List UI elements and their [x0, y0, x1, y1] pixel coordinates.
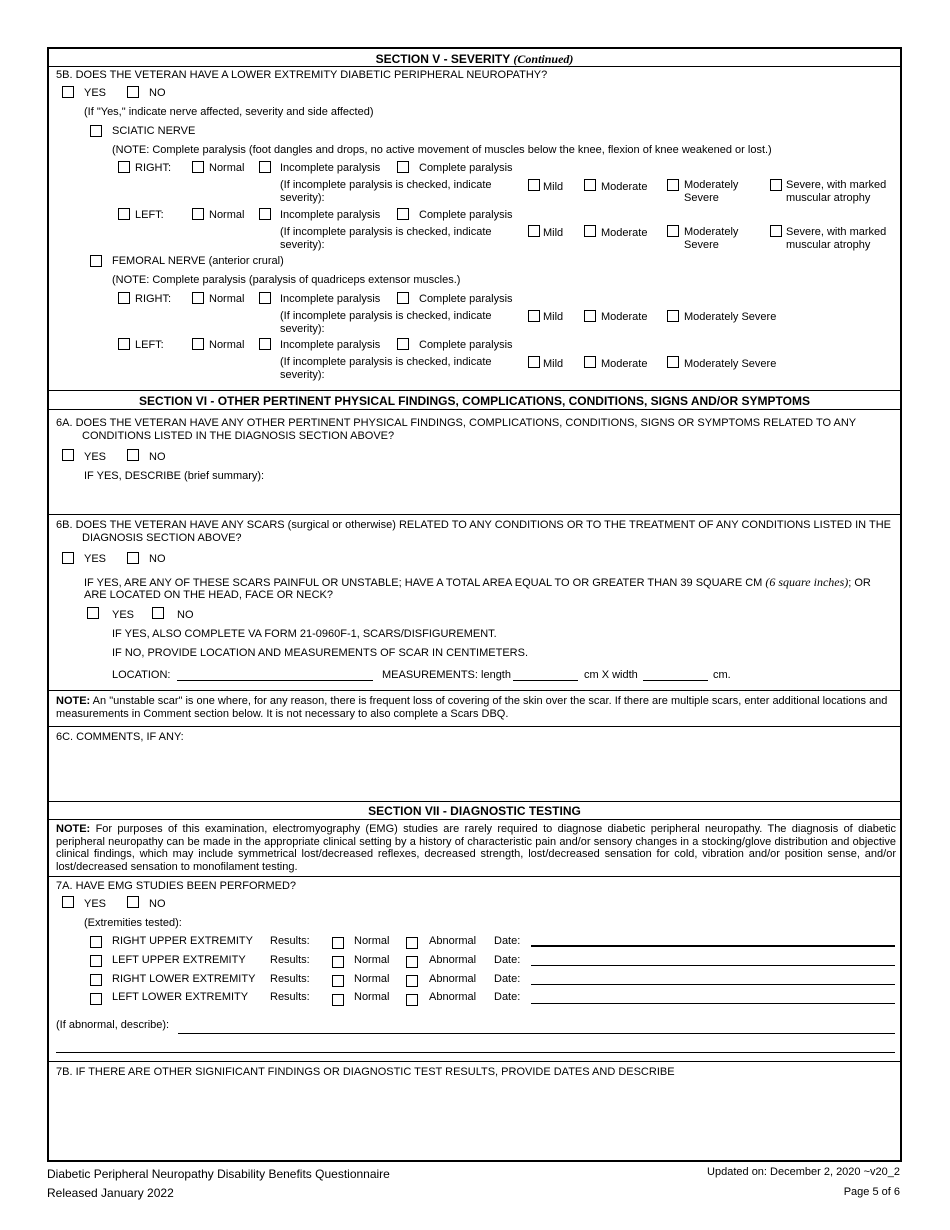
- femoral-right-mild-checkbox[interactable]: [528, 310, 540, 322]
- abnormal-label: Abnormal: [429, 954, 477, 966]
- form-frame: [47, 47, 902, 1162]
- if-yes-instruction: (If "Yes," indicate nerve affected, severity and side affected): [84, 106, 374, 118]
- 5b-yes-checkbox[interactable]: [62, 86, 74, 98]
- femoral-left-incomplete-checkbox[interactable]: [259, 338, 271, 350]
- sciatic-left-complete-checkbox[interactable]: [397, 208, 409, 220]
- lue-normal-checkbox[interactable]: [332, 956, 344, 968]
- severe-label: Severe, with marked muscular atrophy: [786, 179, 887, 204]
- if-abnormal-label: (If abnormal, describe):: [56, 1019, 170, 1031]
- abnormal-label: Abnormal: [429, 935, 477, 947]
- 6a-describe-label: IF YES, DESCRIBE (brief summary):: [84, 470, 265, 482]
- question-6a-cont: CONDITIONS LISTED IN THE DIAGNOSIS SECTION ABOVE?: [82, 430, 395, 442]
- sciatic-nerve-label: SCIATIC NERVE: [112, 125, 196, 137]
- extremity-label: RIGHT LOWER EXTREMITY: [112, 973, 256, 985]
- normal-label: Normal: [354, 935, 390, 947]
- rue-abnormal-checkbox[interactable]: [406, 937, 418, 949]
- width-field[interactable]: [643, 680, 708, 681]
- section-v-header: SECTION V - SEVERITY (Continued): [375, 52, 574, 66]
- no-label: NO: [177, 609, 194, 621]
- divider: [49, 1061, 900, 1062]
- scars-no-checkbox[interactable]: [152, 607, 164, 619]
- left-label: LEFT:: [135, 339, 164, 351]
- location-field[interactable]: [177, 680, 373, 681]
- lue-checkbox[interactable]: [90, 955, 102, 967]
- indicate-severity-note: (If incomplete paralysis is checked, indicate severity):: [280, 356, 492, 381]
- sciatic-right-mild-checkbox[interactable]: [528, 179, 540, 191]
- sciatic-left-checkbox[interactable]: [118, 208, 130, 220]
- no-label: NO: [149, 87, 166, 99]
- extremities-tested-label: (Extremities tested):: [84, 917, 182, 929]
- normal-label: Normal: [354, 973, 390, 985]
- yes-label: YES: [84, 553, 107, 565]
- extremity-label: LEFT UPPER EXTREMITY: [112, 954, 246, 966]
- question-6c: 6C. COMMENTS, IF ANY:: [56, 731, 184, 743]
- divider: [49, 819, 900, 820]
- date-label: Date:: [494, 935, 521, 947]
- abnormal-describe-field-2[interactable]: [56, 1052, 895, 1053]
- yes-label: YES: [112, 609, 135, 621]
- location-label: LOCATION:: [112, 669, 171, 681]
- moderate-label: Moderate: [601, 181, 648, 193]
- moderate-label: Moderate: [601, 311, 648, 323]
- moderately-severe-label: Moderately Severe: [684, 226, 739, 251]
- divider: [49, 690, 900, 691]
- question-7b: 7B. IF THERE ARE OTHER SIGNIFICANT FINDINGS OR DIAGNOSTIC TEST RESULTS, PROVIDE DATES AND DESCRIBE: [56, 1066, 675, 1078]
- moderately-severe-label: Moderately Severe: [684, 311, 777, 323]
- question-5b: 5B. DOES THE VETERAN HAVE A LOWER EXTREMITY DIABETIC PERIPHERAL NEUROPATHY?: [56, 69, 548, 81]
- section-vi-header: SECTION VI - OTHER PERTINENT PHYSICAL FINDINGS, COMPLICATIONS, CONDITIONS, SIGNS AND/OR SYMPTOMS: [139, 394, 810, 408]
- question-6b-cont: DIAGNOSIS SECTION ABOVE?: [82, 532, 242, 544]
- moderately-severe-label: Moderately Severe: [684, 179, 739, 204]
- femoral-left-moderate-checkbox[interactable]: [584, 356, 596, 368]
- femoral-right-moderate-checkbox[interactable]: [584, 310, 596, 322]
- normal-label: Normal: [209, 209, 245, 221]
- sciatic-right-normal-checkbox[interactable]: [192, 161, 204, 173]
- normal-label: Normal: [354, 991, 390, 1003]
- divider: [49, 66, 900, 67]
- sciatic-right-severe-checkbox[interactable]: [770, 179, 782, 191]
- scars-yes-checkbox[interactable]: [87, 607, 99, 619]
- measurements-label: MEASUREMENTS: length: [382, 669, 511, 681]
- sciatic-left-modsevere-checkbox[interactable]: [667, 225, 679, 237]
- femoral-nerve-label: FEMORAL NERVE (anterior crural): [112, 255, 284, 267]
- yes-label: YES: [84, 898, 107, 910]
- femoral-nerve-checkbox[interactable]: [90, 255, 102, 267]
- date-label: Date:: [494, 954, 521, 966]
- released-date: Released January 2022: [47, 1186, 174, 1200]
- 6b-no-checkbox[interactable]: [127, 552, 139, 564]
- femoral-left-mild-checkbox[interactable]: [528, 356, 540, 368]
- moderate-label: Moderate: [601, 227, 648, 239]
- form-title: Diabetic Peripheral Neuropathy Disability Benefits Questionnaire: [47, 1167, 390, 1181]
- extremity-label: RIGHT UPPER EXTREMITY: [112, 935, 253, 947]
- sciatic-right-modsevere-checkbox[interactable]: [667, 179, 679, 191]
- scars-question-cont: ARE LOCATED ON THE HEAD, FACE OR NECK?: [84, 589, 333, 601]
- femoral-right-checkbox[interactable]: [118, 292, 130, 304]
- moderate-label: Moderate: [601, 358, 648, 370]
- rle-abnormal-checkbox[interactable]: [406, 975, 418, 987]
- divider: [49, 514, 900, 515]
- rue-date-field[interactable]: [531, 945, 895, 947]
- sciatic-left-severe-checkbox[interactable]: [770, 225, 782, 237]
- femoral-right-normal-checkbox[interactable]: [192, 292, 204, 304]
- no-label: NO: [149, 898, 166, 910]
- yes-label: YES: [84, 87, 107, 99]
- femoral-left-modsevere-checkbox[interactable]: [667, 356, 679, 368]
- normal-label: Normal: [209, 339, 245, 351]
- divider: [49, 876, 900, 877]
- sciatic-note: (NOTE: Complete paralysis (foot dangles and drops, no active movement of muscles below the knee, flexion of knee weakened or lost.): [112, 144, 772, 156]
- sciatic-right-incomplete-checkbox[interactable]: [259, 161, 271, 173]
- date-label: Date:: [494, 973, 521, 985]
- normal-label: Normal: [354, 954, 390, 966]
- normal-label: Normal: [209, 162, 245, 174]
- sciatic-right-complete-checkbox[interactable]: [397, 161, 409, 173]
- femoral-right-modsevere-checkbox[interactable]: [667, 310, 679, 322]
- scars-question: IF YES, ARE ANY OF THESE SCARS PAINFUL OR UNSTABLE; HAVE A TOTAL AREA EQUAL TO OR GREATER THAN 39 SQUARE CM (6 square inches); OR: [84, 575, 871, 589]
- left-label: LEFT:: [135, 209, 164, 221]
- extremity-label: LEFT LOWER EXTREMITY: [112, 991, 249, 1003]
- lle-abnormal-checkbox[interactable]: [406, 994, 418, 1006]
- cm-width-label: cm X width: [584, 669, 638, 681]
- femoral-left-normal-checkbox[interactable]: [192, 338, 204, 350]
- question-7a: 7A. HAVE EMG STUDIES BEEN PERFORMED?: [56, 880, 297, 892]
- yes-label: YES: [84, 451, 107, 463]
- results-label: Results:: [270, 954, 310, 966]
- indicate-severity-note: (If incomplete paralysis is checked, indicate severity):: [280, 226, 492, 251]
- right-label: RIGHT:: [135, 162, 172, 174]
- femoral-note: (NOTE: Complete paralysis (paralysis of quadriceps extensor muscles.): [112, 274, 461, 286]
- abnormal-label: Abnormal: [429, 991, 477, 1003]
- divider: [49, 801, 900, 802]
- complete-label: Complete paralysis: [419, 339, 513, 351]
- sciatic-left-normal-checkbox[interactable]: [192, 208, 204, 220]
- 6b-yes-checkbox[interactable]: [62, 552, 74, 564]
- sciatic-left-moderate-checkbox[interactable]: [584, 225, 596, 237]
- mild-label: Mild: [543, 358, 564, 370]
- mild-label: Mild: [543, 311, 564, 323]
- femoral-right-incomplete-checkbox[interactable]: [259, 292, 271, 304]
- date-label: Date:: [494, 991, 521, 1003]
- also-complete-note: IF YES, ALSO COMPLETE VA FORM 21-0960F-1, SCARS/DISFIGUREMENT.: [112, 628, 497, 640]
- complete-label: Complete paralysis: [419, 293, 513, 305]
- page-number: Page 5 of 6: [843, 1186, 900, 1198]
- lue-date-field[interactable]: [531, 965, 895, 966]
- indicate-severity-note: (If incomplete paralysis is checked, indicate severity):: [280, 179, 492, 204]
- emg-note: NOTE: For purposes of this examination, electromyography (EMG) studies are rarely required to diagnose diabetic peripheral neuropathy. The diagnosis of diabetic peripheral neuropathy can be made in the appropriate clinical setting by a history of characteristic pain and/or sensory changes in a stocking/glove distribution and objective clinical findings, which may include symmetrical lost/decreased reflexes, decreased strength, lost/decreased sensation for cold, vibration and/or position sense, and/or lost/decreased sensation to monofilament testing.: [56, 823, 896, 873]
- rle-checkbox[interactable]: [90, 974, 102, 986]
- incomplete-label: Incomplete paralysis: [280, 162, 381, 174]
- 7a-no-checkbox[interactable]: [127, 896, 139, 908]
- divider: [49, 726, 900, 727]
- incomplete-label: Incomplete paralysis: [280, 339, 381, 351]
- severe-label: Severe, with marked muscular atrophy: [786, 226, 887, 251]
- sciatic-right-checkbox[interactable]: [118, 161, 130, 173]
- rle-date-field[interactable]: [531, 984, 895, 985]
- section-vii-header: SECTION VII - DIAGNOSTIC TESTING: [368, 804, 581, 818]
- scar-note: NOTE: An "unstable scar" is one where, for any reason, there is frequent loss of covering of the skin over the scar. If there are multiple scars, enter additional locations and measurements in Comment section below. It is not necessary to also complete a Scars DBQ.: [56, 695, 888, 720]
- divider: [49, 390, 900, 391]
- results-label: Results:: [270, 973, 310, 985]
- if-no-note: IF NO, PROVIDE LOCATION AND MEASUREMENTS OF SCAR IN CENTIMETERS.: [112, 647, 529, 659]
- question-6a: 6A. DOES THE VETERAN HAVE ANY OTHER PERTINENT PHYSICAL FINDINGS, COMPLICATIONS, CONDITIONS, SIGNS OR SYMPTOMS RELATED TO ANY: [56, 417, 857, 429]
- updated-date: Updated on: December 2, 2020 ~v20_2: [707, 1166, 900, 1178]
- right-label: RIGHT:: [135, 293, 172, 305]
- 6a-no-checkbox[interactable]: [127, 449, 139, 461]
- lle-normal-checkbox[interactable]: [332, 994, 344, 1006]
- mild-label: Mild: [543, 181, 564, 193]
- cm-label: cm.: [713, 669, 731, 681]
- divider: [49, 409, 900, 410]
- incomplete-label: Incomplete paralysis: [280, 209, 381, 221]
- complete-label: Complete paralysis: [419, 209, 513, 221]
- complete-label: Complete paralysis: [419, 162, 513, 174]
- no-label: NO: [149, 451, 166, 463]
- rue-checkbox[interactable]: [90, 936, 102, 948]
- abnormal-label: Abnormal: [429, 973, 477, 985]
- rue-normal-checkbox[interactable]: [332, 937, 344, 949]
- question-6b: 6B. DOES THE VETERAN HAVE ANY SCARS (surgical or otherwise) RELATED TO ANY CONDITIONS OR TO THE TREATMENT OF ANY CONDITIONS LISTED IN THE: [56, 519, 891, 531]
- incomplete-label: Incomplete paralysis: [280, 293, 381, 305]
- abnormal-describe-field[interactable]: [178, 1033, 895, 1034]
- lle-checkbox[interactable]: [90, 993, 102, 1005]
- length-field[interactable]: [513, 680, 578, 681]
- no-label: NO: [149, 553, 166, 565]
- sciatic-nerve-checkbox[interactable]: [90, 125, 102, 137]
- moderately-severe-label: Moderately Severe: [684, 358, 777, 370]
- indicate-severity-note: (If incomplete paralysis is checked, indicate severity):: [280, 310, 492, 335]
- femoral-left-checkbox[interactable]: [118, 338, 130, 350]
- 5b-no-checkbox[interactable]: [127, 86, 139, 98]
- mild-label: Mild: [543, 227, 564, 239]
- normal-label: Normal: [209, 293, 245, 305]
- sciatic-right-moderate-checkbox[interactable]: [584, 179, 596, 191]
- femoral-left-complete-checkbox[interactable]: [397, 338, 409, 350]
- sciatic-left-incomplete-checkbox[interactable]: [259, 208, 271, 220]
- results-label: Results:: [270, 991, 310, 1003]
- 7a-yes-checkbox[interactable]: [62, 896, 74, 908]
- lue-abnormal-checkbox[interactable]: [406, 956, 418, 968]
- sciatic-left-mild-checkbox[interactable]: [528, 225, 540, 237]
- femoral-right-complete-checkbox[interactable]: [397, 292, 409, 304]
- lle-date-field[interactable]: [531, 1003, 895, 1004]
- 6a-yes-checkbox[interactable]: [62, 449, 74, 461]
- rle-normal-checkbox[interactable]: [332, 975, 344, 987]
- results-label: Results:: [270, 935, 310, 947]
